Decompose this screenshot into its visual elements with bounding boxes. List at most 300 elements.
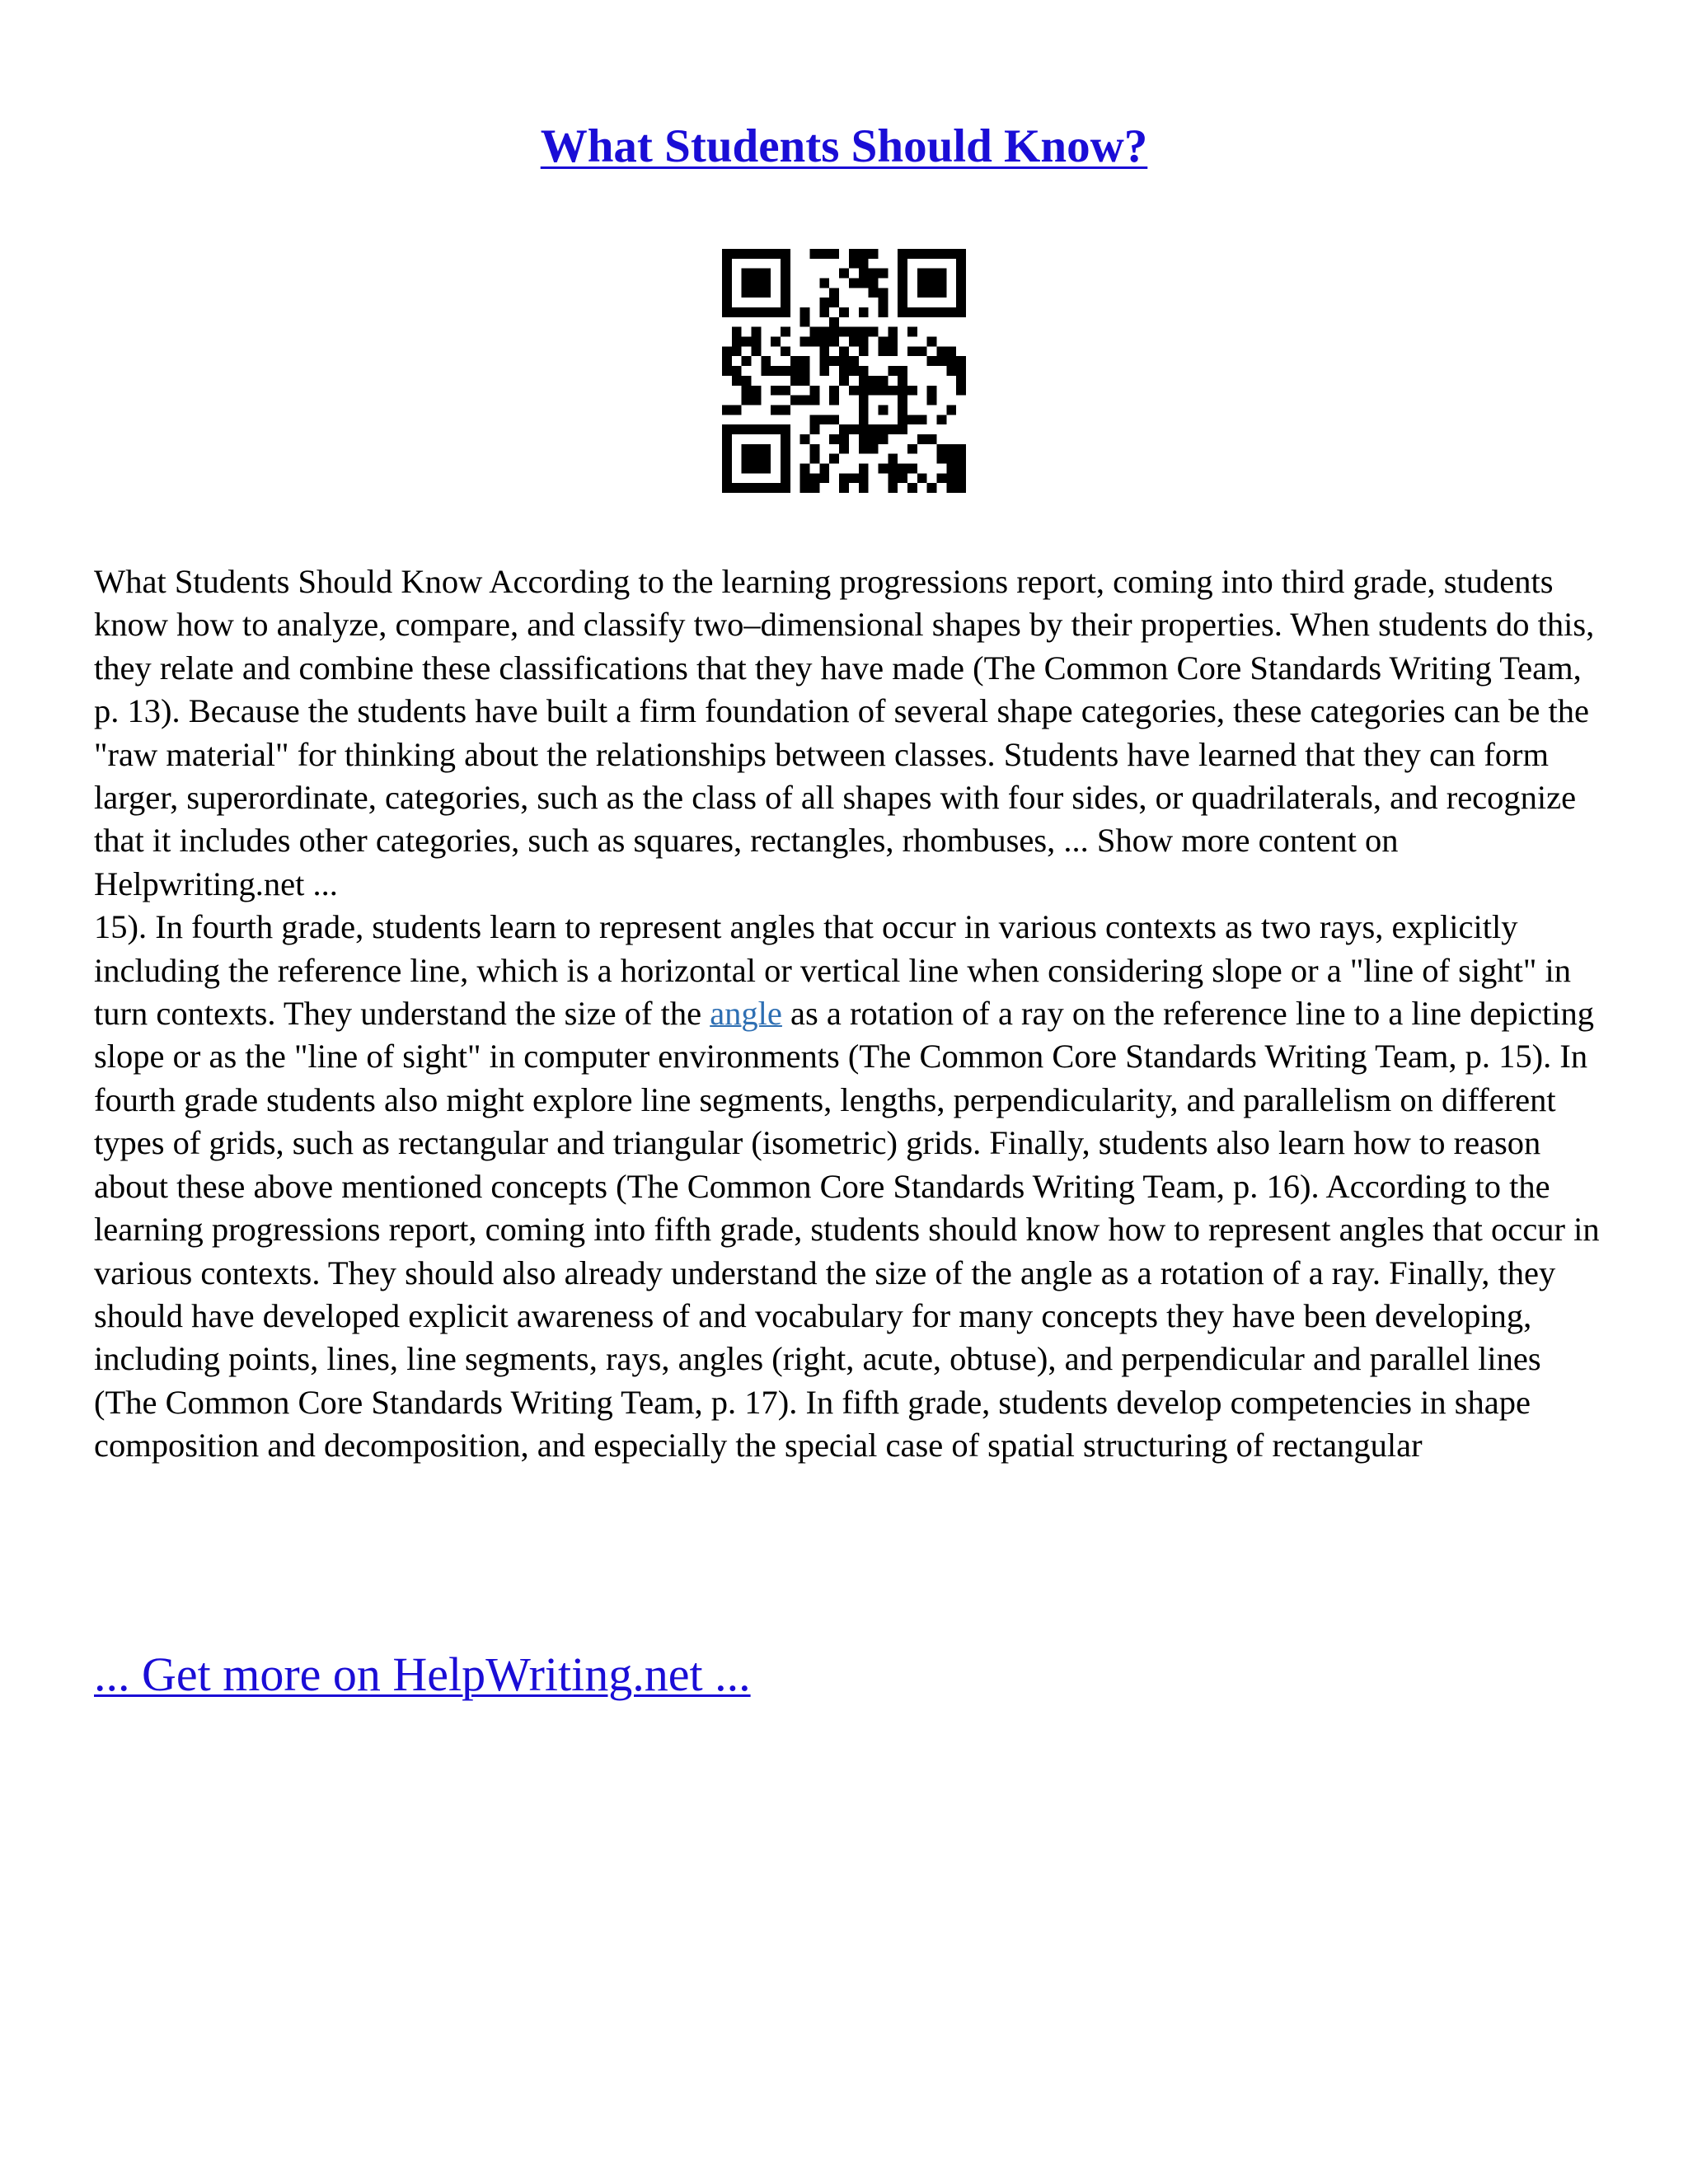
qr-module <box>800 376 810 386</box>
qr-module <box>810 454 820 464</box>
qr-module <box>878 424 888 434</box>
qr-module <box>800 473 810 483</box>
qr-module <box>907 415 917 424</box>
qr-module <box>878 434 888 444</box>
qr-module <box>781 483 790 493</box>
qr-module <box>771 386 781 396</box>
qr-module <box>790 376 800 386</box>
qr-module <box>800 483 810 493</box>
qr-module <box>732 337 742 347</box>
qr-module <box>917 473 927 483</box>
qr-module <box>810 473 820 483</box>
qr-module <box>946 405 956 415</box>
qr-module <box>722 259 732 269</box>
qr-module <box>859 337 869 347</box>
paragraph-2-text-start: 15). In fourth grade, students learn to represent angles that occur in various contexts as two rays, explicitly including the reference line, which is a horizontal or vertical line when considering slope or a "line of sight" in turn contexts. They understand the size of the <box>94 908 1572 1033</box>
qr-module <box>859 279 869 288</box>
qr-module <box>829 298 839 307</box>
qr-module <box>859 307 869 317</box>
qr-module <box>761 454 771 464</box>
qr-module <box>859 434 869 444</box>
qr-module <box>800 396 810 405</box>
qr-module <box>752 396 762 405</box>
qr-module <box>810 327 820 337</box>
qr-module <box>829 454 839 464</box>
qr-module <box>761 366 771 376</box>
qr-module <box>946 483 956 493</box>
qr-module <box>936 444 946 454</box>
qr-module <box>859 269 869 279</box>
qr-module <box>732 327 742 337</box>
qr-module <box>781 434 790 444</box>
qr-module <box>936 288 946 298</box>
qr-module <box>878 386 888 396</box>
qr-module <box>878 405 888 415</box>
qr-module <box>946 473 956 483</box>
qr-module <box>956 454 966 464</box>
qr-module <box>927 386 937 396</box>
qr-module <box>781 424 790 434</box>
qr-module <box>722 307 732 317</box>
qr-module <box>781 454 790 464</box>
qr-module <box>927 288 937 298</box>
qr-module <box>810 424 820 434</box>
qr-module <box>956 366 966 376</box>
qr-module <box>917 434 927 444</box>
qr-module <box>936 473 946 483</box>
qr-module <box>781 444 790 454</box>
qr-module <box>819 337 829 347</box>
qr-module <box>732 249 742 259</box>
qr-module <box>839 269 849 279</box>
qr-module <box>742 269 752 279</box>
qr-module <box>878 346 888 356</box>
qr-module <box>829 317 839 327</box>
qr-module <box>859 444 869 454</box>
qr-module <box>936 454 946 464</box>
qr-module <box>819 307 829 317</box>
qr-module <box>917 307 927 317</box>
qr-module <box>888 327 898 337</box>
qr-module <box>917 288 927 298</box>
qr-module <box>761 269 771 279</box>
title-link[interactable]: What Students Should Know? <box>540 120 1148 172</box>
qr-module <box>722 298 732 307</box>
qr-module <box>742 444 752 454</box>
qr-module <box>790 396 800 405</box>
qr-module <box>722 444 732 454</box>
qr-module <box>936 249 946 259</box>
qr-module <box>819 473 829 483</box>
qr-module <box>722 483 732 493</box>
qr-module <box>956 249 966 259</box>
qr-module <box>839 356 849 366</box>
qr-module <box>781 327 790 337</box>
qr-module <box>752 444 762 454</box>
qr-module <box>771 483 781 493</box>
qr-module <box>956 376 966 386</box>
qr-module <box>829 386 839 396</box>
qr-module <box>917 269 927 279</box>
qr-module <box>956 307 966 317</box>
qr-module <box>956 483 966 493</box>
qr-module <box>849 386 859 396</box>
qr-module <box>898 288 907 298</box>
qr-module <box>722 346 732 356</box>
qr-module <box>742 288 752 298</box>
qr-module <box>722 405 732 415</box>
qr-module <box>781 307 790 317</box>
qr-module <box>781 463 790 473</box>
qr-module <box>898 249 907 259</box>
qr-module <box>936 356 946 366</box>
qr-module <box>859 249 869 259</box>
qr-module <box>732 483 742 493</box>
article-body <box>94 560 1602 1468</box>
qr-module <box>819 356 829 366</box>
qr-module <box>849 249 859 259</box>
qr-module <box>800 317 810 327</box>
qr-module <box>859 366 869 376</box>
qr-module <box>810 337 820 347</box>
qr-module <box>752 346 762 356</box>
qr-module <box>752 386 762 396</box>
qr-module <box>839 366 849 376</box>
qr-module <box>771 249 781 259</box>
qr-module <box>849 279 859 288</box>
qr-module <box>898 279 907 288</box>
qr-module <box>742 454 752 464</box>
qr-module <box>898 366 907 376</box>
qr-module <box>722 473 732 483</box>
qr-module <box>781 366 790 376</box>
qr-module <box>839 434 849 444</box>
qr-module <box>927 279 937 288</box>
qr-module <box>819 463 829 473</box>
qr-module <box>927 337 937 347</box>
qr-module <box>829 327 839 337</box>
qr-module <box>898 298 907 307</box>
qr-module <box>810 483 820 493</box>
qr-module <box>732 405 742 415</box>
qr-module <box>946 307 956 317</box>
qr-module <box>819 366 829 376</box>
qr-module <box>771 405 781 415</box>
qr-module <box>888 337 898 347</box>
qr-module <box>752 279 762 288</box>
qr-module <box>800 307 810 317</box>
qr-module <box>859 327 869 337</box>
qr-module <box>839 376 849 386</box>
qr-module <box>839 327 849 337</box>
qr-module <box>956 279 966 288</box>
qr-module <box>800 463 810 473</box>
qr-module <box>742 424 752 434</box>
qr-module <box>722 424 732 434</box>
qr-module <box>722 279 732 288</box>
qr-module <box>898 269 907 279</box>
qr-module <box>800 356 810 366</box>
qr-module <box>888 346 898 356</box>
qr-module <box>771 424 781 434</box>
qr-module <box>722 356 732 366</box>
qr-module <box>878 288 888 298</box>
qr-module <box>819 415 829 424</box>
qr-module <box>888 366 898 376</box>
qr-module <box>917 346 927 356</box>
qr-module <box>888 424 898 434</box>
qr-module <box>781 473 790 483</box>
qr-module <box>869 376 879 386</box>
qr-module <box>927 396 937 405</box>
qr-module <box>839 346 849 356</box>
qr-module <box>898 415 907 424</box>
qr-module <box>752 249 762 259</box>
qr-module <box>829 396 839 405</box>
qr-module <box>907 386 917 396</box>
qr-module <box>869 249 879 259</box>
qr-module <box>781 288 790 298</box>
paragraph-2 <box>94 906 1602 1467</box>
qr-module <box>849 337 859 347</box>
qr-module <box>869 424 879 434</box>
qr-module <box>790 366 800 376</box>
qr-module <box>781 298 790 307</box>
qr-module <box>888 463 898 473</box>
qr-module <box>819 346 829 356</box>
qr-module <box>907 483 917 493</box>
qr-module <box>898 307 907 317</box>
qr-module <box>839 307 849 317</box>
qr-module <box>722 463 732 473</box>
qr-module <box>752 454 762 464</box>
qr-module <box>956 298 966 307</box>
qr-module <box>732 424 742 434</box>
qr-module <box>819 327 829 337</box>
qr-module <box>742 483 752 493</box>
qr-module <box>819 249 829 259</box>
qr-module <box>839 473 849 483</box>
qr-module <box>722 288 732 298</box>
qr-module <box>936 346 946 356</box>
qr-module <box>752 288 762 298</box>
qr-module <box>742 396 752 405</box>
qr-module <box>888 454 898 464</box>
qr-module <box>742 376 752 386</box>
qr-module <box>869 444 879 454</box>
qr-module <box>869 327 879 337</box>
qr-module <box>771 307 781 317</box>
qr-module <box>722 269 732 279</box>
qr-module <box>829 288 839 298</box>
qr-module <box>849 424 859 434</box>
qr-module <box>742 386 752 396</box>
qr-module <box>781 269 790 279</box>
qr-module <box>859 396 869 405</box>
qr-module <box>810 249 820 259</box>
qr-module <box>878 463 888 473</box>
qr-module <box>946 249 956 259</box>
qr-module <box>742 249 752 259</box>
qr-module <box>907 346 917 356</box>
qr-module <box>917 249 927 259</box>
qr-module <box>800 337 810 347</box>
qr-module <box>819 279 829 288</box>
qr-module <box>761 444 771 454</box>
qr-module <box>839 424 849 434</box>
qr-module <box>888 483 898 493</box>
qr-module <box>927 269 937 279</box>
qr-module <box>752 463 762 473</box>
qr-module <box>722 249 732 259</box>
qr-module <box>869 386 879 396</box>
qr-module <box>907 444 917 454</box>
qr-module <box>800 434 810 444</box>
qr-module <box>927 307 937 317</box>
qr-module <box>829 356 839 366</box>
qr-module <box>878 298 888 307</box>
qr-module <box>859 424 869 434</box>
qr-module <box>898 473 907 483</box>
qr-module <box>878 376 888 386</box>
qr-module <box>722 454 732 464</box>
qr-module <box>907 307 917 317</box>
qr-module <box>771 337 781 347</box>
qr-module <box>859 463 869 473</box>
qr-module <box>819 298 829 307</box>
qr-module <box>761 288 771 298</box>
qr-module <box>781 386 790 396</box>
qr-module <box>761 249 771 259</box>
get-more-link-container <box>94 1643 751 1706</box>
angle-link[interactable]: angle <box>710 995 782 1033</box>
qr-module <box>742 279 752 288</box>
qr-module <box>859 376 869 386</box>
qr-module <box>907 249 917 259</box>
qr-module <box>722 366 732 376</box>
qr-module <box>810 386 820 396</box>
paragraph-1: What Students Should Know According to the learning progressions report, coming into third grade, students know how to analyze, compare, and classify two–dimensional shapes by their properties. When students do this, they relate and combine these classifications that they have made (The Common Core Standards Writing Team, p. 13). Because the students have built a firm foundation of several shape categories, these categories can be the "raw material" for thinking about the relationships between classes. Students have learned that they can form larger, superordinate, categories, such as the class of all shapes with four sides, or quadrilaterals, and recognize that it includes other categories, such as squares, rectangles, rhombuses, ... Show more content on Helpwriting.net ... <box>94 563 1595 902</box>
qr-module <box>781 259 790 269</box>
get-more-link[interactable]: ... Get more on HelpWriting.net ... <box>94 1647 751 1701</box>
qr-module <box>888 473 898 483</box>
qr-module <box>752 269 762 279</box>
qr-module <box>722 434 732 444</box>
qr-module <box>956 386 966 396</box>
qr-code-icon <box>722 249 966 493</box>
qr-module <box>917 415 927 424</box>
qr-module <box>829 415 839 424</box>
qr-module <box>849 259 859 269</box>
qr-module <box>742 356 752 366</box>
qr-module <box>869 434 879 444</box>
qr-module <box>936 269 946 279</box>
qr-module <box>927 483 937 493</box>
qr-module <box>946 356 956 366</box>
qr-module <box>956 444 966 454</box>
qr-module <box>829 434 839 444</box>
qr-module <box>898 405 907 415</box>
qr-module <box>907 463 917 473</box>
qr-module <box>956 269 966 279</box>
qr-module <box>859 483 869 493</box>
qr-module <box>946 463 956 473</box>
qr-module <box>839 483 849 493</box>
qr-module <box>936 279 946 288</box>
qr-module <box>761 463 771 473</box>
qr-module <box>849 356 859 366</box>
qr-module <box>781 346 790 356</box>
qr-module <box>946 346 956 356</box>
qr-module <box>752 483 762 493</box>
page-title <box>0 114 1688 180</box>
qr-module <box>742 337 752 347</box>
qr-module <box>781 279 790 288</box>
qr-module <box>956 463 966 473</box>
qr-module <box>859 259 869 269</box>
qr-module <box>810 396 820 405</box>
qr-module <box>761 356 771 366</box>
qr-module <box>859 473 869 483</box>
qr-module <box>878 269 888 279</box>
qr-module <box>829 337 839 347</box>
qr-module <box>849 366 859 376</box>
qr-module <box>752 307 762 317</box>
qr-module <box>800 366 810 376</box>
qr-module <box>869 288 879 298</box>
qr-module <box>878 337 888 347</box>
qr-module <box>898 259 907 269</box>
qr-module <box>752 337 762 347</box>
paragraph-2-text-end: as a rotation of a ray on the reference line to a line depicting slope or as the "line of sight" in computer environments (The Common Core Standards Writing Team, p. 15). In fourth grade students also might explore line segments, lengths, perpendicularity, and parallelism on different types of grids, such as rectangular and triangular (isometric) grids. Finally, students also learn how to reason about these above mentioned concepts (The Common Core Standards Writing Team, p. 16). According to the learning progressions report, coming into fifth grade, students should know how to represent angles that occur in various contexts. They should also already understand the size of the angle as a rotation of a ray. Finally, they should have developed explicit awareness of and vocabulary for many concepts they have been developing, including points, lines, line segments, rays, angles (right, acute, obtuse), and perpendicular and parallel lines (The Common Core Standards Writing Team, p. 17). In fifth grade, students develop competencies in shape composition and decomposition, and especially the special case of spatial structuring of rectangular <box>94 995 1600 1465</box>
qr-module <box>859 415 869 424</box>
qr-module <box>859 386 869 396</box>
qr-module <box>849 473 859 483</box>
qr-module <box>917 279 927 288</box>
qr-module <box>752 327 762 337</box>
qr-module <box>732 346 742 356</box>
qr-module <box>956 356 966 366</box>
qr-module <box>878 307 888 317</box>
qr-module <box>869 269 879 279</box>
qr-module <box>761 483 771 493</box>
qr-module <box>761 279 771 288</box>
qr-module <box>849 327 859 337</box>
qr-module <box>771 366 781 376</box>
qr-module <box>869 279 879 288</box>
qr-module <box>829 249 839 259</box>
qr-module <box>907 327 917 337</box>
qr-module <box>927 356 937 366</box>
qr-module <box>956 288 966 298</box>
qr-module <box>810 415 820 424</box>
qr-module <box>761 307 771 317</box>
qr-module <box>898 424 907 434</box>
qr-module <box>839 444 849 454</box>
qr-module <box>732 366 742 376</box>
qr-module <box>927 249 937 259</box>
qr-module <box>781 405 790 415</box>
qr-module <box>898 376 907 386</box>
qr-module <box>742 307 752 317</box>
qr-module <box>956 259 966 269</box>
qr-module <box>810 444 820 454</box>
qr-module <box>927 434 937 444</box>
qr-module <box>859 405 869 415</box>
qr-module <box>790 356 800 366</box>
qr-module <box>956 473 966 483</box>
qr-module <box>936 415 946 424</box>
